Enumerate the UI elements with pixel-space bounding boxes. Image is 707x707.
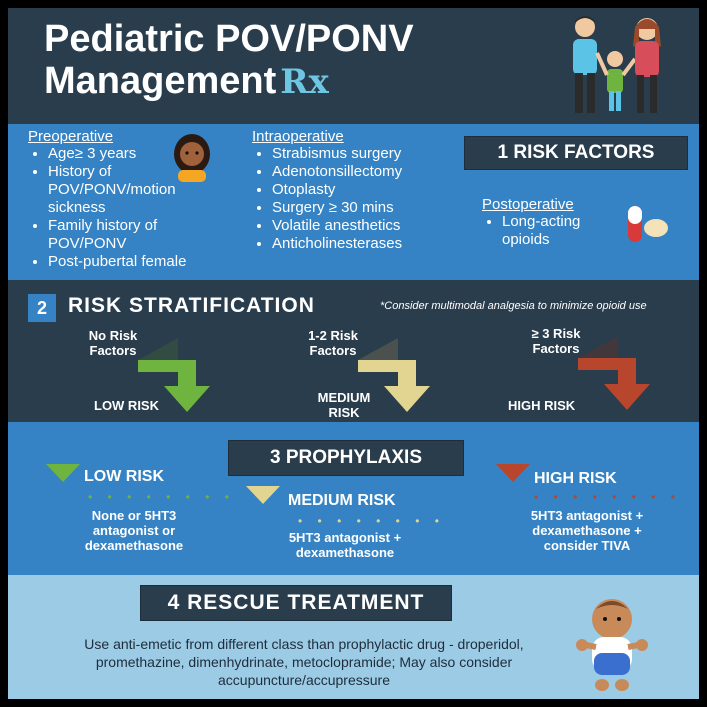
low-risk-factors-label: No Risk Factors	[88, 328, 138, 358]
medium-dots-divider: • • • • • • • •	[298, 514, 445, 528]
low-triangle-icon	[46, 464, 80, 484]
pill-capsule-icon	[624, 198, 670, 244]
high-risk-factors-label: ≥ 3 Risk Factors	[531, 326, 581, 356]
list-item: • Adenotonsillectomy	[272, 163, 452, 181]
high-risk-arrow-icon	[578, 336, 658, 416]
prophylaxis-medium-text: 5HT3 antagonist + dexamethasone	[288, 530, 402, 560]
page-title	[44, 18, 414, 103]
list-item: • Post-pubertal female	[48, 253, 218, 271]
list-item: • Anticholinesterases	[272, 235, 452, 253]
intraoperative-list	[252, 128, 452, 253]
list-item: • Surgery ≥ 30 mins	[272, 199, 452, 217]
rescue-box-title: 4 RESCUE TREATMENT	[140, 585, 452, 621]
rx-symbol: Rx	[280, 62, 329, 102]
prophylaxis-section	[8, 422, 699, 575]
medium-risk-label: MEDIUM RISK	[317, 390, 371, 420]
title-line-1: Pediatric POV/PONV	[44, 18, 414, 60]
prophylaxis-medium-title: MEDIUM RISK	[288, 492, 396, 509]
prophylaxis-high-text: 5HT3 antagonist + dexamethasone + consider TIVA	[530, 508, 644, 553]
family-icon	[563, 13, 673, 117]
baby-icon	[574, 593, 650, 693]
medium-triangle-icon	[246, 486, 280, 506]
section-number: 2	[28, 294, 56, 322]
infographic	[8, 8, 699, 699]
risk-factors-section	[8, 124, 699, 280]
prophylaxis-low-title: LOW RISK	[84, 468, 164, 485]
low-risk-label: LOW RISK	[94, 398, 159, 413]
high-triangle-icon	[496, 464, 530, 484]
stratification-title: RISK STRATIFICATION	[68, 294, 315, 317]
list-item: • History of POV/PONV/motion sickness	[48, 163, 218, 217]
postoperative-heading: Postoperative	[482, 196, 574, 213]
list-item: • Family history of POV/PONV	[48, 217, 218, 253]
prophylaxis-low-text: None or 5HT3 antagonist or dexamethasone	[84, 508, 184, 553]
rescue-text: Use anti-emetic from different class than prophylactic drug - droperidol, promethazine, dimenhydrinate, metoclopramide; May also consider accupuncture/accupressure	[84, 636, 524, 688]
preoperative-heading: Preoperative	[28, 128, 114, 145]
high-risk-label: HIGH RISK	[508, 398, 576, 413]
prophylaxis-box-title: 3 PROPHYLAXIS	[228, 440, 464, 476]
stratification-note: *Consider multimodal analgesia to minimize opioid use	[380, 300, 647, 312]
risk-factors-box-title: 1 RISK FACTORS	[464, 136, 688, 170]
list-item: • Age≥ 3 years	[48, 145, 218, 163]
risk-stratification-section	[8, 280, 699, 422]
list-item: • Strabismus surgery	[272, 145, 452, 163]
intraoperative-heading: Intraoperative	[252, 128, 344, 145]
prophylaxis-high-title: HIGH RISK	[534, 470, 617, 487]
list-item: • Long-acting opioids	[502, 213, 622, 249]
list-item: • Volatile anesthetics	[272, 217, 452, 235]
list-item: • Otoplasty	[272, 181, 452, 199]
rescue-treatment-section	[8, 575, 699, 699]
medium-risk-factors-label: 1-2 Risk Factors	[308, 328, 358, 358]
postoperative-list	[482, 196, 622, 249]
high-dots-divider: • • • • • • • •	[534, 490, 681, 504]
low-dots-divider: • • • • • • • •	[88, 490, 235, 504]
girl-avatar-icon	[170, 132, 214, 182]
header	[8, 8, 699, 124]
title-line-2: Management	[44, 60, 277, 102]
